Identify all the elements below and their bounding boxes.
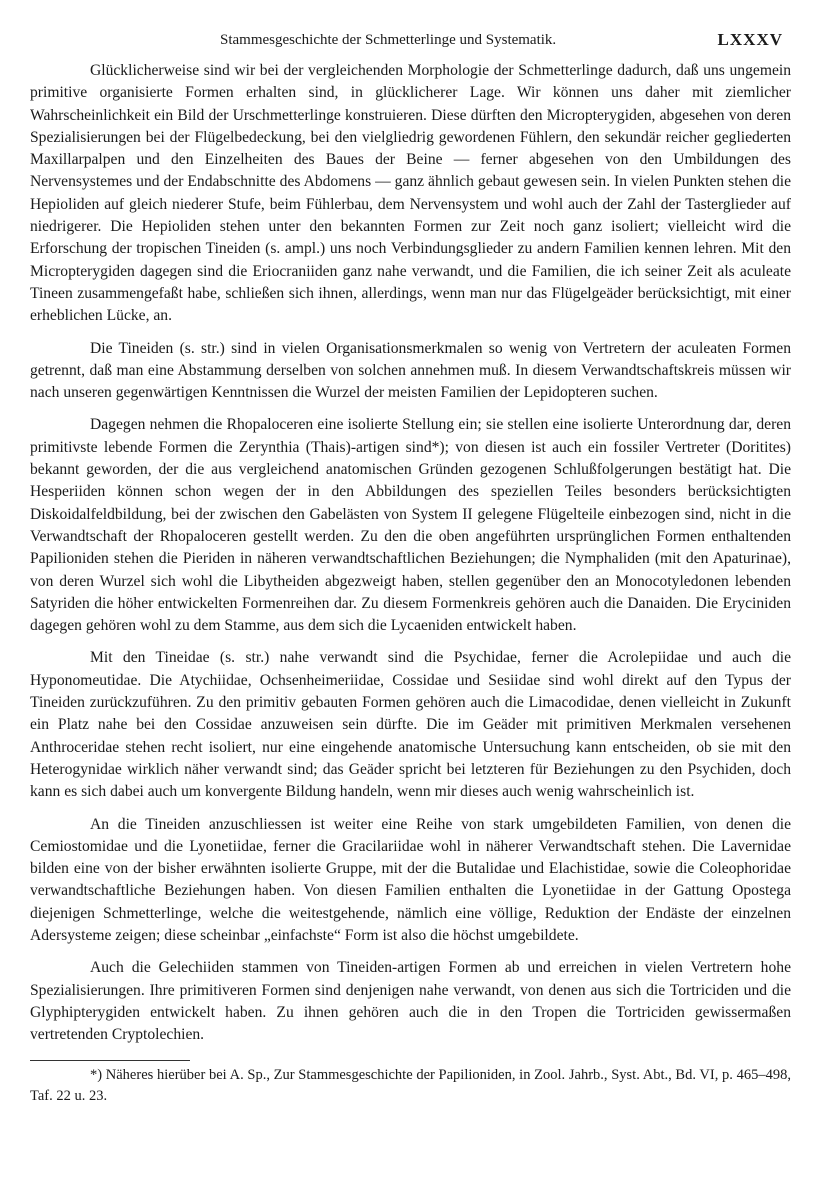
running-title: Stammesgeschichte der Schmetterlinge und Systematik. <box>220 32 557 48</box>
footnote: *) Näheres hierüber bei A. Sp., Zur Stammesgeschichte der Papilioniden, in Zool. Jahrb., Syst. Abt., Bd. VI, p. 465–498, Taf. 22 u. 23. <box>30 1067 791 1105</box>
page-number: LXXXV <box>717 30 783 49</box>
paragraph-3: Dagegen nehmen die Rhopaloceren eine isolierte Stellung ein; sie stellen eine isolierte Unterordnung dar, deren primitivste lebende Formen die Zerynthia (Thais)-artigen sind*); von diesen ist auch ein fossiler Vertreter (Doritites) bekannt geworden, der die aus vergleichend anatomischen Gründen gezogenen Schlußfolgerungen bestätigt hat. Die Hesperiiden können schon wegen der in den Abbildungen des speziellen Teiles besonders berücksichtigten Diskoidalfeldbildung, bei der zwischen den Gabelästen von System II gelegene Flügelteile einbezogen sind, nicht in die Verwandtschaft der Rhopaloceren gestellt werden. Zu den die oben angeführten ursprünglichen Formen enthaltenden Papilioniden stehen die Pieriden in näheren verwandtschaftlichen Beziehungen; die Nymphaliden (mit den Apaturinae), von deren Wurzel sich wohl die Libytheiden abgezweigt haben, stellen gegenüber den an Monocotyledonen lebenden Satyriden die höher entwickelten Formenreihen dar. Zu diesem Formenkreis gehören auch die Danaiden. Die Eryciniden dagegen gehören wohl zu dem Stamme, aus dem sich die Lycaeniden entwickelt haben. <box>30 416 791 635</box>
paragraph-2: Die Tineiden (s. str.) sind in vielen Organisationsmerkmalen so wenig von Vertretern der aculeaten Formen getrennt, daß man eine Abstammung derselben von solchen annehmen muß. In diesem Verwandtschaftskreis müssen wir nach unseren gegenwärtigen Kenntnissen die Wurzel der meisten Familien der Lepidopteren suchen. <box>30 339 791 402</box>
paragraph-1: Glücklicherweise sind wir bei der vergleichenden Morphologie der Schmetterlinge dadurch, daß uns ungemein primitive organisierte Formen erhalten sind, in glücklicherer Lage. Wir können uns daher mit ziemlicher Wahrscheinlichkeit ein Bild der Urschmetterlinge konstruieren. Diese dürften den Micropterygiden, abgesehen von deren Spezialisierungen bei der Flügelbedeckung, bei den vielgliedrig gewordenen Fühlern, den sekundär reicher gegliederten Maxillarpalpen und den Einzelheiten des Baues der Beine — ferner abgesehen von den Umbildungen des Nervensystemes und der Endabschnitte des Abdomens — ganz ähnlich gebaut gewesen sein. In vielen Punkten stehen die Hepioliden auf gleich niederer Stufe, beim Fühlerbau, dem Nervensystem und wohl auch der Zahl der Tasterglieder auf niedrigerer. Die Hepioliden stehen unter den bekannten Formen zur Zeit noch ganz isoliert; vielleicht wird die Erforschung der tropischen Tineiden (s. ampl.) uns noch Verbindungsglieder zu andern Familien kennen lehren. Mit den Micropterygiden dagegen sind die Eriocraniiden ganz nahe verwandt, und die Familien, die ich seiner Zeit als aculeate Tineen zusammengefaßt habe, schließen sich ihnen, allerdings, wenn man nur das Flügelgeäder berücksichtigt, mit einer erheblichen Lücke, an. <box>30 62 791 325</box>
paragraph-4: Mit den Tineidae (s. str.) nahe verwandt sind die Psychidae, ferner die Acrolepiidae und auch die Hyponomeutidae. Die Atychiidae, Ochsenheimeriidae, Cossidae und Sesiidae sind wohl direkt auf den Typus der Tineiden zurückzuführen. Zu den primitiv gebauten Formen gehören auch die Limacodidae, denen vielleicht in Zukunft ein Platz nahe bei den Cossidae anzuweisen sein dürfte. Die im Geäder mit primitiven Merkmalen versehenen Anthroceridae stehen recht isoliert, nur eine eingehende anatomische Untersuchung kann entscheiden, ob sie mit den Heterogynidae wirklich näher verwandt sind; das Geäder spricht bei letzteren für Beziehungen zu den Psychiden, doch kann es sich dabei auch um konvergente Bildung handeln, wenn mir dieses auch wenig wahrscheinlich ist. <box>30 649 791 801</box>
footnote-rule <box>30 1060 190 1061</box>
paragraph-6: Auch die Gelechiiden stammen von Tineiden-artigen Formen ab und erreichen in vielen Vertretern hohe Spezialisierungen. Ihre primitiveren Formen sind denjenigen nahe verwandt, von denen aus sich die Tortriciden und die Glyphipterygiden entwickelt haben. Zu ihnen gehören auch die in den Tropen die Tortriciden gewissermaßen vertretenden Cryptolechien. <box>30 959 791 1044</box>
body-text <box>30 60 791 1046</box>
paragraph-5: An die Tineiden anzuschliessen ist weiter eine Reihe von stark umgebildeten Familien, von denen die Cemiostomidae und die Lyonetiidae, ferner die Gracilariidae wohl in näherer Verwandtschaft stehen. Die Lavernidae bilden eine von der bisher erwähnten isolierte Gruppe, mit der die Butalidae und Elachistidae, sowie die Coleophoridae verwandtschaftliche Beziehungen haben. Von diesen Familien enthalten die Lyonetiidae in der Gattung Opostega diejenigen Schmetterlinge, welche die weitestgehende, nämlich eine völlige, Reduktion der Endäste der einzelnen Adersysteme zeigen; diese scheinbar „einfachste“ Form ist also die höchst umgebildete. <box>30 815 791 944</box>
page-header <box>30 30 791 54</box>
